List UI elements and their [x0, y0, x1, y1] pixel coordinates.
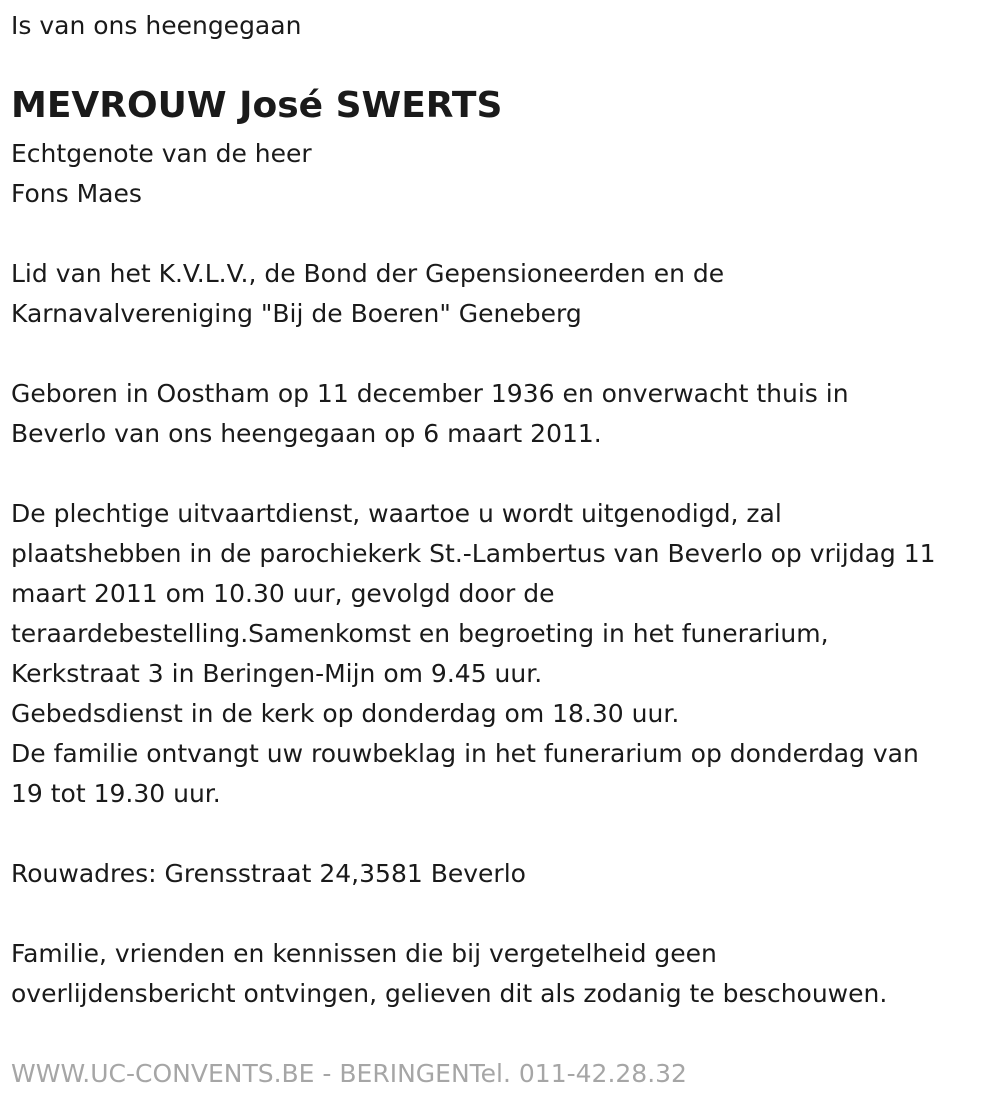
note-line: overlijdensbericht ontvingen, gelieven dit als zodanig te beschouwen. [11, 979, 888, 1008]
intro-text: Is van ons heengegaan [11, 11, 302, 40]
note-line: Familie, vrienden en kennissen die bij vergetelheid geen [11, 939, 717, 968]
service-line: plaatshebben in de parochiekerk St.-Lambertus van Beverlo op vrijdag 11 [11, 539, 936, 568]
service-line: Kerkstraat 3 in Beringen-Mijn om 9.45 uur. [11, 659, 543, 688]
membership-line: Karnavalvereniging "Bij de Boeren" Geneberg [11, 299, 582, 328]
service-line: De plechtige uitvaartdienst, waartoe u wordt uitgenodigd, zal [11, 499, 782, 528]
membership-block [11, 254, 724, 334]
funeral-service-block [11, 494, 936, 814]
birth-death-line: Geboren in Oostham op 11 december 1936 en onverwacht thuis in [11, 379, 849, 408]
deceased-name: MEVROUW José SWERTS [11, 85, 503, 126]
notice-note-block [11, 934, 887, 1014]
mourning-address: Rouwadres: Grensstraat 24,3581 Beverlo [11, 859, 526, 888]
service-line: De familie ontvangt uw rouwbeklag in het funerarium op donderdag van [11, 739, 919, 768]
spouse-line: Echtgenote van de heer [11, 139, 312, 168]
service-line: Gebedsdienst in de kerk op donderdag om 18.30 uur. [11, 699, 680, 728]
spouse-line: Fons Maes [11, 179, 142, 208]
membership-line: Lid van het K.V.L.V., de Bond der Gepensioneerden en de [11, 259, 725, 288]
service-line: 19 tot 19.30 uur. [11, 779, 221, 808]
footer-contact: WWW.UC-CONVENTS.BE - BERINGENTel. 011-42.28.32 [11, 1059, 687, 1088]
service-line: teraardebestelling.Samenkomst en begroeting in het funerarium, [11, 619, 829, 648]
birth-death-block [11, 374, 849, 454]
service-line: maart 2011 om 10.30 uur, gevolgd door de [11, 579, 555, 608]
mourning-address-block [11, 854, 526, 894]
birth-death-line: Beverlo van ons heengegaan op 6 maart 2011. [11, 419, 602, 448]
spouse-block [11, 134, 312, 214]
